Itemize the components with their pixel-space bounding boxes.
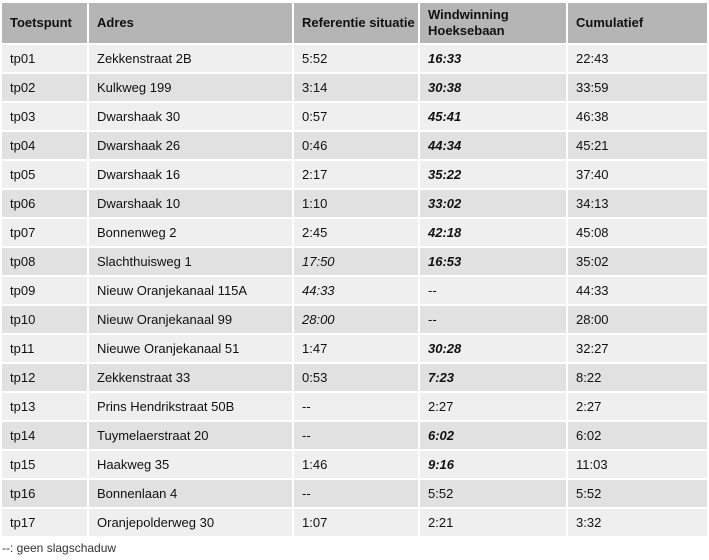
table-row: [2, 74, 709, 103]
cell-adres: Nieuwe Oranjekanaal 51: [89, 335, 294, 364]
cell-toetspunt: tp05: [2, 161, 89, 190]
cell-adres: Nieuw Oranjekanaal 115A: [89, 277, 294, 306]
cell-adres: Bonnenlaan 4: [89, 480, 294, 509]
cell-referentie: 0:46: [294, 132, 420, 161]
cell-cumulatief: 8:22: [568, 364, 709, 393]
cell-referentie: 28:00: [294, 306, 420, 335]
cell-windwinning: --: [420, 277, 568, 306]
cell-windwinning: 45:41: [420, 103, 568, 132]
cell-toetspunt: tp15: [2, 451, 89, 480]
cell-referentie: 1:46: [294, 451, 420, 480]
cell-cumulatief: 37:40: [568, 161, 709, 190]
cell-adres: Haakweg 35: [89, 451, 294, 480]
cell-adres: Dwarshaak 10: [89, 190, 294, 219]
cell-cumulatief: 5:52: [568, 480, 709, 509]
cell-cumulatief: 6:02: [568, 422, 709, 451]
cell-windwinning: 2:21: [420, 509, 568, 538]
cell-referentie: 1:47: [294, 335, 420, 364]
table-row: [2, 190, 709, 219]
cell-toetspunt: tp16: [2, 480, 89, 509]
cell-adres: Tuymelaerstraat 20: [89, 422, 294, 451]
cell-referentie: --: [294, 393, 420, 422]
cell-toetspunt: tp01: [2, 45, 89, 74]
cell-cumulatief: 3:32: [568, 509, 709, 538]
table-row: [2, 132, 709, 161]
table-row: [2, 364, 709, 393]
cell-cumulatief: 45:08: [568, 219, 709, 248]
table-row: [2, 248, 709, 277]
cell-cumulatief: 28:00: [568, 306, 709, 335]
cell-cumulatief: 35:02: [568, 248, 709, 277]
cell-windwinning: 6:02: [420, 422, 568, 451]
cell-adres: Kulkweg 199: [89, 74, 294, 103]
cell-referentie: 0:53: [294, 364, 420, 393]
cell-windwinning: 9:16: [420, 451, 568, 480]
cell-toetspunt: tp12: [2, 364, 89, 393]
cell-adres: Nieuw Oranjekanaal 99: [89, 306, 294, 335]
cell-referentie: --: [294, 422, 420, 451]
table-row: [2, 480, 709, 509]
table-row: [2, 306, 709, 335]
cell-adres: Zekkenstraat 2B: [89, 45, 294, 74]
cell-cumulatief: 32:27: [568, 335, 709, 364]
cell-toetspunt: tp08: [2, 248, 89, 277]
cell-adres: Dwarshaak 26: [89, 132, 294, 161]
cell-toetspunt: tp03: [2, 103, 89, 132]
cell-cumulatief: 11:03: [568, 451, 709, 480]
cell-adres: Dwarshaak 30: [89, 103, 294, 132]
cell-cumulatief: 46:38: [568, 103, 709, 132]
cell-cumulatief: 33:59: [568, 74, 709, 103]
cell-referentie: 2:17: [294, 161, 420, 190]
cell-toetspunt: tp09: [2, 277, 89, 306]
cell-referentie: 1:07: [294, 509, 420, 538]
cell-cumulatief: 44:33: [568, 277, 709, 306]
cell-referentie: 3:14: [294, 74, 420, 103]
header-windwinning: Windwinning Hoeksebaan: [420, 3, 568, 45]
shadow-table: [2, 3, 709, 538]
table-row: [2, 161, 709, 190]
cell-windwinning: 35:22: [420, 161, 568, 190]
table-row: [2, 422, 709, 451]
table-row: [2, 45, 709, 74]
table-row: [2, 509, 709, 538]
cell-windwinning: --: [420, 306, 568, 335]
cell-windwinning: 16:53: [420, 248, 568, 277]
table-row: [2, 219, 709, 248]
cell-toetspunt: tp13: [2, 393, 89, 422]
cell-toetspunt: tp14: [2, 422, 89, 451]
cell-adres: Zekkenstraat 33: [89, 364, 294, 393]
cell-toetspunt: tp07: [2, 219, 89, 248]
cell-adres: Dwarshaak 16: [89, 161, 294, 190]
header-adres: Adres: [89, 3, 294, 45]
table-header: [2, 3, 709, 45]
cell-cumulatief: 45:21: [568, 132, 709, 161]
cell-referentie: 1:10: [294, 190, 420, 219]
header-toetspunt: Toetspunt: [2, 3, 89, 45]
table-row: [2, 277, 709, 306]
cell-windwinning: 33:02: [420, 190, 568, 219]
table-row: [2, 393, 709, 422]
cell-adres: Bonnenweg 2: [89, 219, 294, 248]
cell-windwinning: 2:27: [420, 393, 568, 422]
cell-windwinning: 42:18: [420, 219, 568, 248]
cell-referentie: 2:45: [294, 219, 420, 248]
table-row: [2, 451, 709, 480]
cell-cumulatief: 2:27: [568, 393, 709, 422]
cell-toetspunt: tp02: [2, 74, 89, 103]
header-cumulatief: Cumulatief: [568, 3, 709, 45]
cell-toetspunt: tp17: [2, 509, 89, 538]
table-body: [2, 45, 709, 538]
cell-adres: Prins Hendrikstraat 50B: [89, 393, 294, 422]
header-referentie: Referentie situatie: [294, 3, 420, 45]
cell-adres: Slachthuisweg 1: [89, 248, 294, 277]
cell-windwinning: 16:33: [420, 45, 568, 74]
cell-referentie: 0:57: [294, 103, 420, 132]
cell-windwinning: 30:38: [420, 74, 568, 103]
cell-cumulatief: 34:13: [568, 190, 709, 219]
table-row: [2, 335, 709, 364]
cell-referentie: 5:52: [294, 45, 420, 74]
footnote: --: geen slagschaduw: [2, 541, 117, 555]
cell-referentie: --: [294, 480, 420, 509]
cell-toetspunt: tp04: [2, 132, 89, 161]
cell-windwinning: 5:52: [420, 480, 568, 509]
cell-referentie: 44:33: [294, 277, 420, 306]
cell-toetspunt: tp10: [2, 306, 89, 335]
cell-cumulatief: 22:43: [568, 45, 709, 74]
table-row: [2, 103, 709, 132]
cell-adres: Oranjepolderweg 30: [89, 509, 294, 538]
cell-windwinning: 7:23: [420, 364, 568, 393]
cell-toetspunt: tp11: [2, 335, 89, 364]
cell-windwinning: 30:28: [420, 335, 568, 364]
cell-referentie: 17:50: [294, 248, 420, 277]
cell-toetspunt: tp06: [2, 190, 89, 219]
cell-windwinning: 44:34: [420, 132, 568, 161]
